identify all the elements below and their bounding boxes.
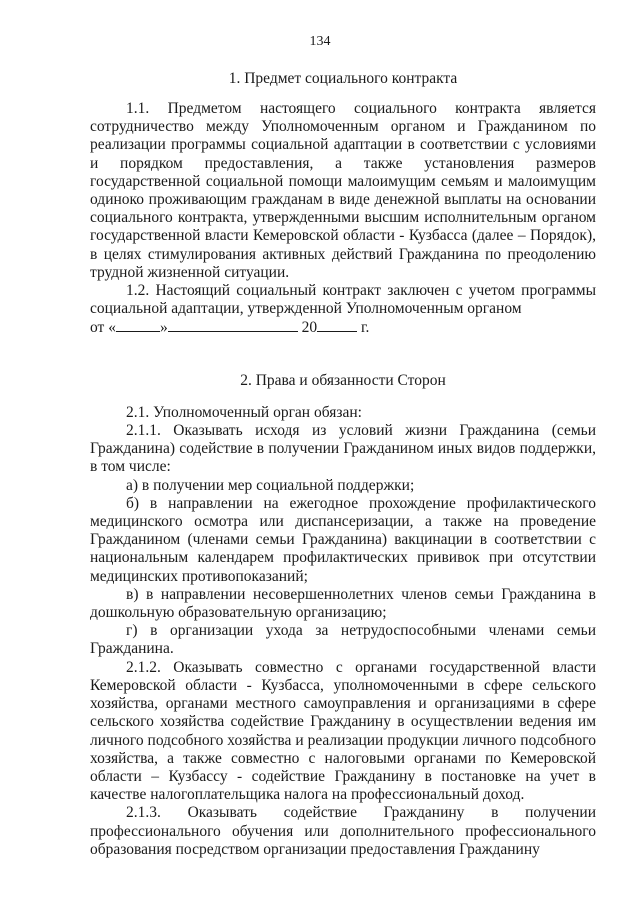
paragraph-1-2-text: 1.2. Настоящий социальный контракт заключен с учетом программы социальной адаптации, утвержденной Уполномоченным органом [90,282,596,318]
list-item-v: в) в направлении несовершеннолетних членов семьи Гражданина в дошкольную образовательную организацию; [90,585,596,622]
paragraph-2-1: 2.1. Уполномоченный орган обязан: [126,403,362,421]
date-prefix: от « [90,319,116,337]
page-number: 134 [309,34,331,49]
paragraph-2-1-1: 2.1.1. Оказывать исходя из условий жизни Гражданина (семьи Гражданина) содействие в получении Гражданином иных видов поддержки, в том числе: [90,422,596,476]
section-2-title: 2. Права и обязанности Сторон [240,371,446,389]
paragraph-2-1-3: 2.1.3. Оказывать содействие Гражданину в получении профессионального обучения или дополнительного профессионального образования посредством организации предоставления Гражданину [90,804,596,858]
paragraph-1-1: 1.1. Предметом настоящего социального контракта является сотрудничество между Уполномоченным органом и Гражданином по реализации программы социальной адаптации в соответствии с условиями и порядком предоставления, а также установления размеров государственной социальной помощи малоимущим семьям и малоимущим одиноко проживающим гражданам в виде денежной выплаты на основании социального контракта, утвержденными высшим исполнительным органом государственной власти Кемеровской области - Кузбасса (далее – Порядок), в целях стимулирования активных действий Гражданина по преодолению трудной жизненной ситуации. [90,100,596,281]
paragraph-1-2 [90,282,596,318]
year-blank [317,318,357,332]
list-item-a: а) в получении мер социальной поддержки; [126,476,415,494]
paragraph-2-1-2: 2.1.2. Оказывать совместно с органами государственной власти Кемеровской области - Кузбасса, уполномоченными в сфере сельского хозяйства, органами местного самоуправления и организациями в сфере сельского хозяйства содействие Гражданину в осуществлении ведения им личного подсобного хозяйства и реализации продукции личного подсобного хозяйства, а также совместно с налоговыми органами по Кемеровской области – Кузбассу - содействие Гражданину в постановке на учет в качестве налогоплательщика налога на профессиональный доход. [90,658,596,804]
list-item-b: б) в направлении на ежегодное прохождение профилактического медицинского осмотра или диспансеризации, а также на проведение Гражданином (членами семьи Гражданина) вакцинации в соответствии с национальным календарем профилактических прививок при отсутствии медицинских противопоказаний; [90,494,596,585]
list-item-g: г) в организации ухода за нетрудоспособными членами семьи Гражданина. [90,622,596,658]
paragraph-1-2-date-line [90,318,596,337]
section-spacer [90,338,596,372]
month-blank [168,318,298,332]
date-mid: » [159,319,168,337]
day-blank [116,318,160,332]
section-1-title: 1. Предмет социального контракта [228,70,458,87]
document-body [90,100,596,859]
date-suffix: г. [357,319,370,337]
date-year: 20 [297,319,318,337]
